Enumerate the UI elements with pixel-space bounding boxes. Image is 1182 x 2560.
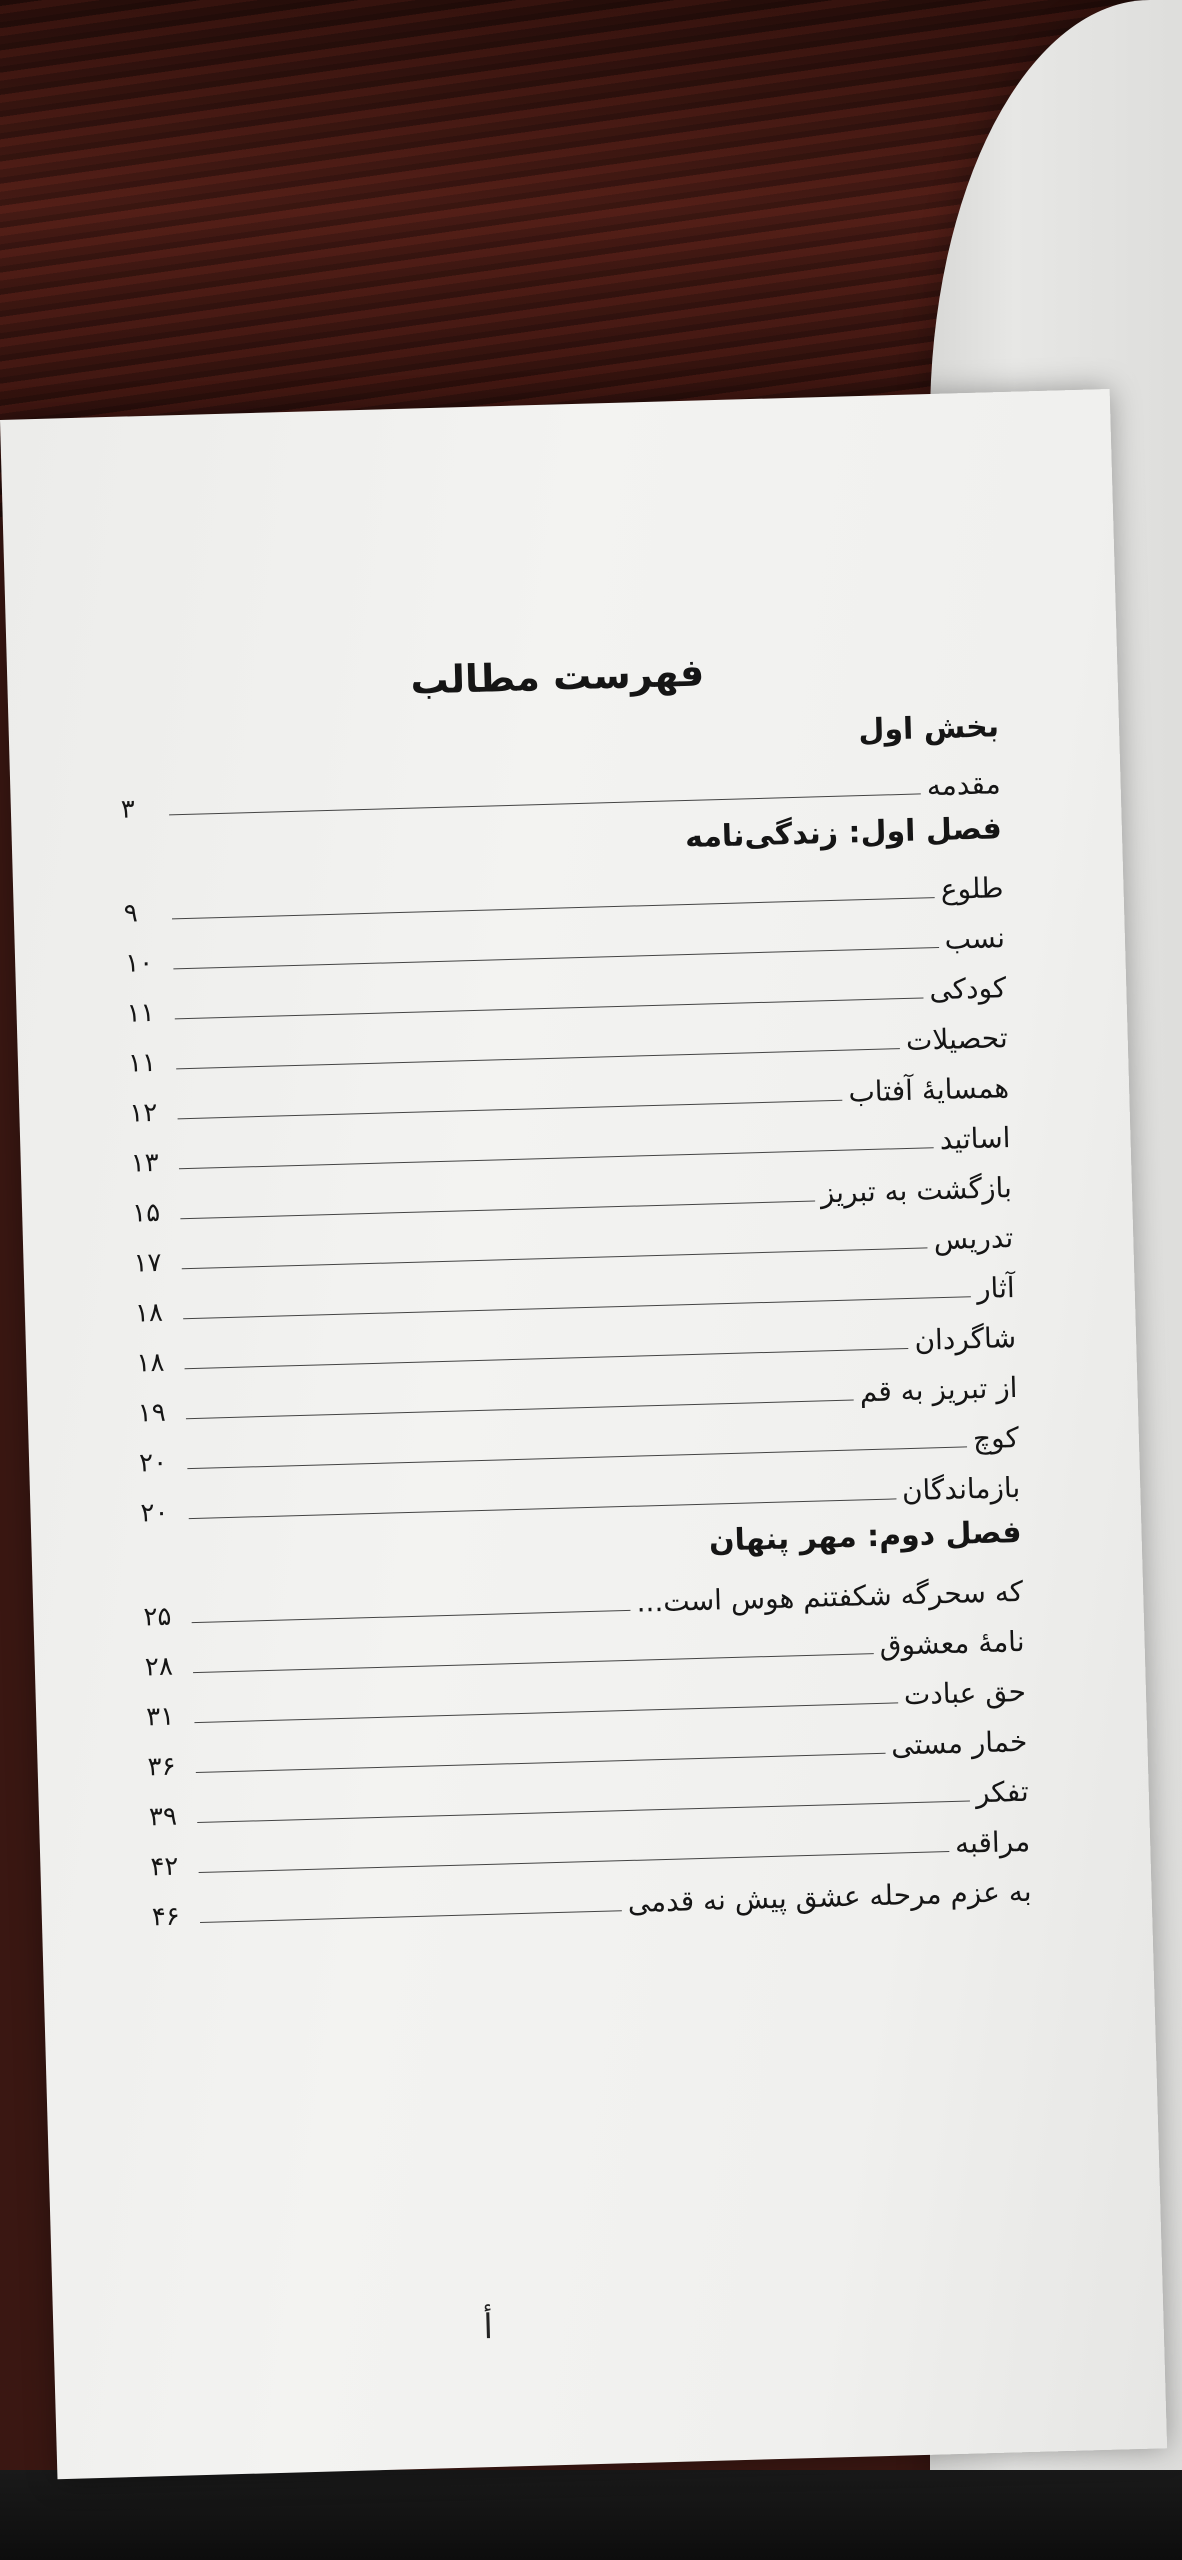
entry-label: اساتید bbox=[939, 1121, 1011, 1157]
entry-label: کودکی bbox=[928, 971, 1007, 1007]
entry-page-number: ۳ bbox=[120, 794, 136, 825]
chapter2-entries bbox=[143, 1558, 1032, 1932]
chapter-heading: فصل اول: زندگی‌نامه bbox=[684, 811, 1003, 856]
entry-label: مراقبه bbox=[954, 1824, 1031, 1860]
entry-label: همسایهٔ آفتاب bbox=[847, 1071, 1010, 1109]
entry-label: مقدمه bbox=[926, 767, 1002, 803]
dark-bottom-edge bbox=[0, 2470, 1182, 2560]
entry-label: تدریس bbox=[933, 1221, 1014, 1257]
entry-page-number: ۱۳ bbox=[130, 1147, 160, 1179]
part-heading: بخش اول bbox=[857, 709, 1000, 749]
entry-label: طلوع bbox=[940, 871, 1004, 906]
entry-page-number: ۱۱ bbox=[127, 1047, 157, 1079]
entry-label: کوچ bbox=[972, 1420, 1020, 1456]
entry-page-number: ۱۲ bbox=[128, 1097, 158, 1129]
entry-page-number: ۱۹ bbox=[137, 1397, 167, 1429]
entry-page-number: ۲۵ bbox=[143, 1601, 172, 1633]
entry-label: تحصیلات bbox=[905, 1021, 1009, 1057]
chapter-heading: فصل دوم: مهر پنهان bbox=[708, 1514, 1022, 1559]
entry-page-number: ۴۶ bbox=[151, 1901, 181, 1933]
entry-label: بازماندگان bbox=[901, 1470, 1021, 1508]
entry-label: حق عبادت bbox=[903, 1674, 1027, 1712]
leader-line bbox=[200, 1910, 622, 1923]
table-of-contents bbox=[117, 642, 1032, 1932]
entry-page-number: ۱۱ bbox=[126, 997, 155, 1029]
page-folio: أ bbox=[482, 2306, 494, 2348]
book-page bbox=[0, 389, 1167, 2479]
entry-page-number: ۱۵ bbox=[131, 1197, 161, 1229]
entry-label: نامهٔ معشوق bbox=[879, 1624, 1025, 1662]
toc-title: فهرست مطالب bbox=[409, 650, 705, 703]
entry-label: تفکر bbox=[975, 1774, 1030, 1810]
entry-page-number: ۱۰ bbox=[124, 947, 154, 979]
entry-label: آثار bbox=[976, 1271, 1016, 1306]
entry-page-number: ۱۷ bbox=[133, 1247, 162, 1279]
entry-page-number: ۱۸ bbox=[134, 1297, 164, 1329]
entry-page-number: ۲۰ bbox=[140, 1497, 169, 1529]
entry-label: نسب bbox=[944, 921, 1006, 956]
entry-label: به عزم مرحله عشق پیش نه قدمی bbox=[627, 1874, 1032, 1920]
entry-page-number: ۱۸ bbox=[135, 1347, 165, 1379]
entry-label: بازگشت به تبریز bbox=[820, 1171, 1013, 1210]
entry-label: که سحرگه شکفتنم هوس است... bbox=[636, 1574, 1024, 1619]
entry-page-number: ۴۲ bbox=[150, 1851, 179, 1883]
entry-label: شاگردان bbox=[913, 1320, 1017, 1357]
entry-page-number: ۲۸ bbox=[144, 1651, 174, 1683]
entry-page-number: ۲۰ bbox=[138, 1447, 168, 1479]
entry-label: از تبریز به قم bbox=[859, 1370, 1018, 1409]
entry-page-number: ۹ bbox=[123, 898, 139, 929]
entry-page-number: ۳۱ bbox=[145, 1701, 175, 1733]
chapter1-entries bbox=[123, 854, 1021, 1528]
entry-label: خمار مستی bbox=[890, 1724, 1028, 1762]
entry-page-number: ۳۶ bbox=[147, 1751, 177, 1783]
entry-page-number: ۳۹ bbox=[148, 1801, 178, 1833]
